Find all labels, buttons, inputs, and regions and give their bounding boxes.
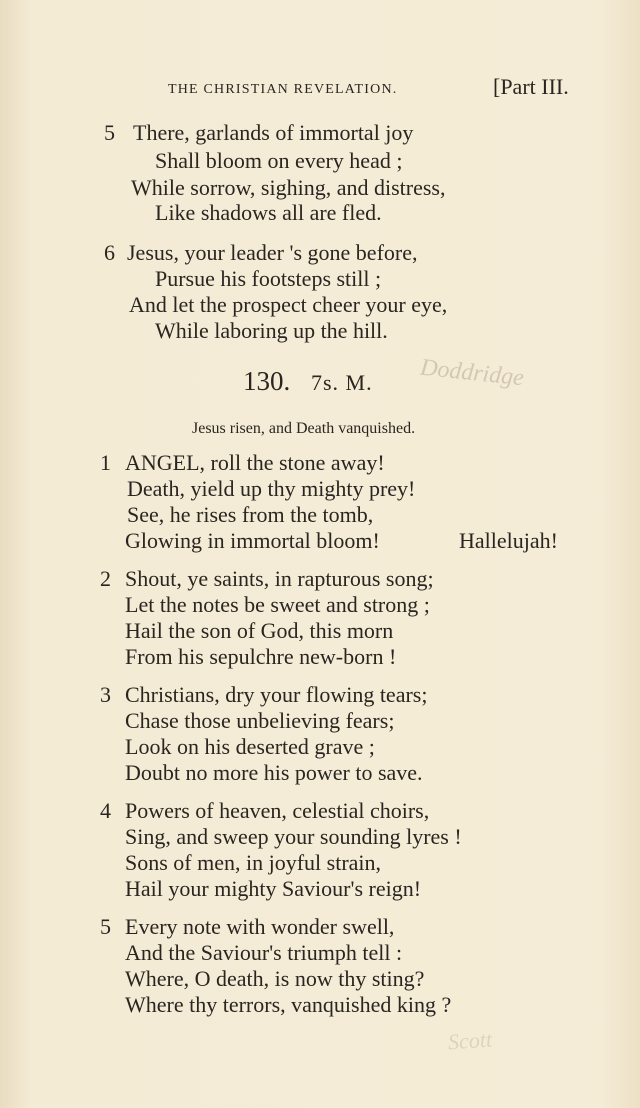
verse-line-first xyxy=(125,450,385,476)
verse-line: While laboring up the hill. xyxy=(155,318,388,343)
verse-line: Where thy terrors, vanquished king ? xyxy=(125,992,452,1017)
verse-line: Shall bloom on every head ; xyxy=(155,148,403,173)
verse-line: Doubt no more his power to save. xyxy=(125,760,423,785)
verse-line: Every note with wonder swell, xyxy=(125,914,395,939)
verse-line: Hail the son of God, this morn xyxy=(125,618,394,643)
verse-line: Sons of men, in joyful strain, xyxy=(125,850,382,875)
verse-line: See, he rises from the tomb, xyxy=(127,502,374,527)
verse-line: From his sepulchre new-born ! xyxy=(125,644,397,669)
verse-line: Death, yield up thy mighty prey! xyxy=(127,476,416,501)
verse-line: Look on his deserted grave ; xyxy=(125,734,375,759)
handwritten-note: Scott xyxy=(447,1026,493,1055)
verse-line: Chase those unbelieving fears; xyxy=(125,708,395,733)
running-head: THE CHRISTIAN REVELATION. xyxy=(168,82,398,97)
verse-line: Pursue his footsteps still ; xyxy=(155,266,382,291)
handwritten-attribution: Doddridge xyxy=(418,354,526,392)
verse-line: Christians, dry your flowing tears; xyxy=(125,682,428,707)
verse-line: Shout, ye saints, in rapturous song; xyxy=(125,566,434,591)
verse-line: While sorrow, sighing, and distress, xyxy=(131,175,446,200)
verse-line: There, garlands of immortal joy xyxy=(133,120,414,145)
hymn-meter: 7s. M. xyxy=(311,370,373,395)
verse-line: And let the prospect cheer your eye, xyxy=(129,292,448,317)
part-label: [Part III. xyxy=(493,74,569,99)
drop-letter: A xyxy=(125,450,141,475)
page-header xyxy=(168,74,608,108)
verse-line: Let the notes be sweet and strong ; xyxy=(125,592,430,617)
stanza-number: 2 xyxy=(100,566,111,591)
stanza-number: 5 xyxy=(100,914,111,939)
verse-line: Like shadows all are fled. xyxy=(155,200,382,225)
verse-line: Sing, and sweep your sounding lyres ! xyxy=(125,824,462,849)
stanza-number: 4 xyxy=(100,798,111,823)
stanza-number: 5 xyxy=(104,120,115,145)
verse-refrain: Hallelujah! xyxy=(459,528,558,553)
verse-line: Powers of heaven, celestial choirs, xyxy=(125,798,430,823)
verse-line: Glowing in immortal bloom! xyxy=(125,528,380,553)
verse-line: And the Saviour's triumph tell : xyxy=(125,940,403,965)
verse-line: Hail your mighty Saviour's reign! xyxy=(125,876,422,901)
hymn-subtitle: Jesus risen, and Death vanquished. xyxy=(192,420,416,437)
hymn-number: 130. xyxy=(243,366,291,396)
line-rest: , roll the stone away! xyxy=(199,450,385,475)
verse-line: Jesus, your leader 's gone before, xyxy=(127,240,418,265)
verse-line: Where, O death, is now thy sting? xyxy=(125,966,425,991)
first-word-rest: NGEL xyxy=(140,450,200,475)
stanza-number: 6 xyxy=(104,240,115,265)
stanza-number: 1 xyxy=(100,450,111,475)
stanza-number: 3 xyxy=(100,682,111,707)
